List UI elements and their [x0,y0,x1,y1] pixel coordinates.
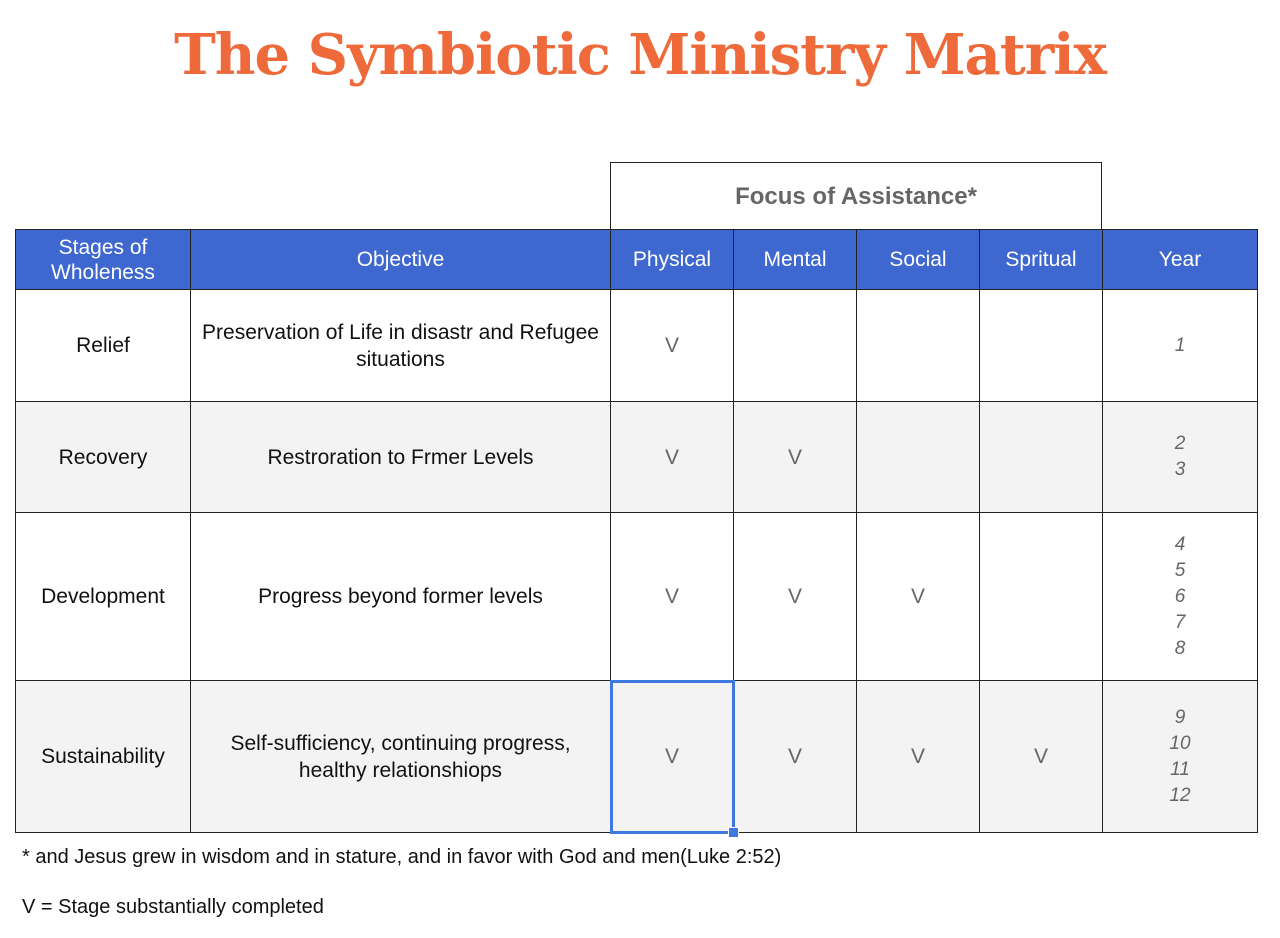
year-value: 9 [1174,706,1186,728]
mental-cell[interactable]: V [734,402,857,513]
physical-cell-selected[interactable] [611,681,734,833]
table-row-recovery [16,402,1258,513]
year-value: 6 [1174,585,1186,607]
social-cell[interactable] [857,402,980,513]
spiritual-cell[interactable] [980,513,1103,681]
ministry-matrix-table [15,229,1258,833]
col-header-spiritual[interactable]: Spritual [980,230,1103,290]
year-value: 10 [1169,732,1191,754]
table-row-sustainability [16,681,1258,833]
page-title: The Symbiotic Ministry Matrix [174,22,1106,88]
year-value: 4 [1174,533,1186,555]
year-value: 2 [1174,433,1186,454]
year-cell[interactable] [1103,513,1258,681]
year-value: 12 [1169,784,1191,806]
footnote-scripture: * and Jesus grew in wisdom and in stature, and in favor with God and men(Luke 2:52) [22,846,782,868]
selection-resize-handle[interactable] [728,827,739,838]
year-value: 7 [1174,611,1186,633]
objective-cell[interactable]: Restroration to Frmer Levels [191,402,611,513]
col-header-stages[interactable]: Stages of Wholeness [16,230,191,290]
table-row-development [16,513,1258,681]
focus-of-assistance-header[interactable]: Focus of Assistance* [610,162,1102,230]
year-cell[interactable] [1103,402,1258,513]
mental-cell[interactable]: V [734,681,857,833]
col-header-mental[interactable]: Mental [734,230,857,290]
stage-cell[interactable]: Development [16,513,191,681]
physical-cell[interactable]: V [611,402,734,513]
col-header-physical[interactable]: Physical [611,230,734,290]
stage-cell[interactable]: Recovery [16,402,191,513]
physical-cell[interactable]: V [611,290,734,402]
objective-cell[interactable]: Preservation of Life in disastr and Refugee situations [191,290,611,402]
social-cell[interactable] [857,290,980,402]
year-cell[interactable] [1103,290,1258,402]
year-value: 8 [1174,637,1186,659]
physical-cell[interactable]: V [611,513,734,681]
objective-cell[interactable]: Self-sufficiency, continuing progress, healthy relationshiops [191,681,611,833]
year-value: 1 [1174,334,1186,356]
year-value: 11 [1170,758,1190,780]
spiritual-cell[interactable] [980,290,1103,402]
social-cell[interactable]: V [857,513,980,681]
physical-mark: V [664,745,679,768]
stage-cell[interactable]: Relief [16,290,191,402]
year-value: 5 [1174,559,1186,581]
stage-cell[interactable]: Sustainability [16,681,191,833]
col-header-year[interactable]: Year [1103,230,1258,290]
col-header-objective[interactable]: Objective [191,230,611,290]
header-row [16,230,1258,290]
table-row-relief [16,290,1258,402]
social-cell[interactable]: V [857,681,980,833]
footnote-legend: V = Stage substantially completed [22,896,324,918]
spiritual-cell[interactable] [980,402,1103,513]
col-header-social[interactable]: Social [857,230,980,290]
objective-cell[interactable]: Progress beyond former levels [191,513,611,681]
mental-cell[interactable] [734,290,857,402]
spiritual-cell[interactable]: V [980,681,1103,833]
year-value: 3 [1174,459,1186,480]
mental-cell[interactable]: V [734,513,857,681]
year-cell[interactable] [1103,681,1258,833]
